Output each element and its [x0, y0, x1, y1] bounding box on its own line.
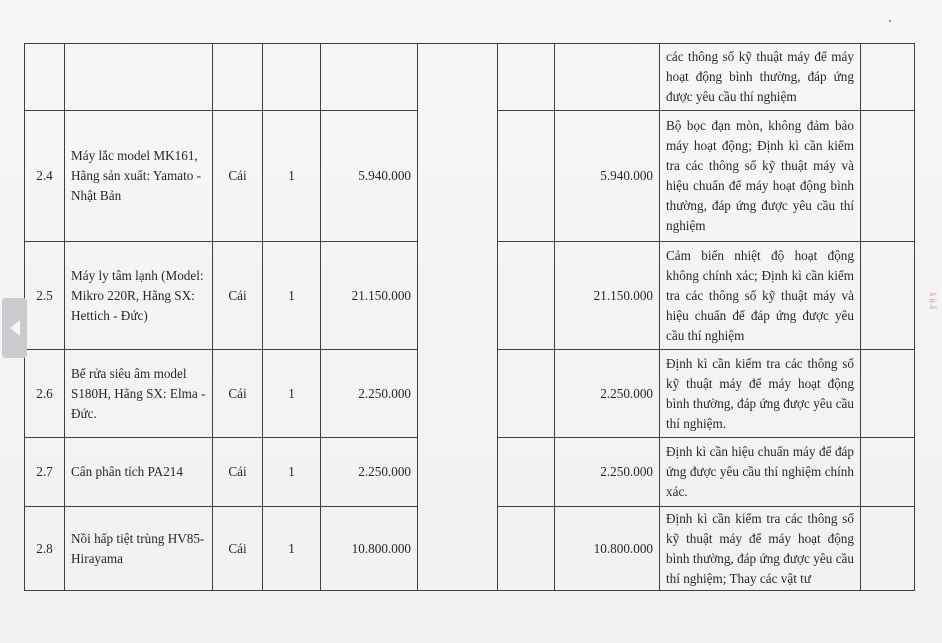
- price-cell: [321, 44, 418, 111]
- amount-cell: 2.250.000: [555, 438, 660, 507]
- amount-cell: 2.250.000: [555, 350, 660, 438]
- stt-cell: 2.6: [25, 350, 65, 438]
- table-row: [25, 44, 915, 111]
- chevron-left-icon: [10, 320, 20, 336]
- blank-cell: [861, 242, 915, 350]
- blank-cell: [498, 242, 555, 350]
- unit-cell: Cái: [213, 350, 263, 438]
- note-cell: Cảm biến nhiệt độ hoạt động không chính xác; Định kì cần kiểm tra các thông số kỹ thuật máy và hiệu chuẩn để đáp ứng được yêu cầu thí nghiệm: [660, 242, 861, 350]
- stt-cell: 2.4: [25, 111, 65, 242]
- amount-cell: [555, 44, 660, 111]
- stt-cell: 2.5: [25, 242, 65, 350]
- blank-cell: [861, 350, 915, 438]
- stt-cell: [25, 44, 65, 111]
- note-cell: Định kì cần kiểm tra các thông số kỹ thuật máy để máy hoạt động bình thường, đáp ứng được yêu cầu thí nghiệm.: [660, 350, 861, 438]
- merged-blank-column: [418, 44, 498, 591]
- price-cell: 2.250.000: [321, 350, 418, 438]
- qty-cell: 1: [263, 438, 321, 507]
- name-cell: Máy lắc model MK161, Hãng sản xuất: Yamato - Nhật Bản: [65, 111, 213, 242]
- qty-cell: 1: [263, 242, 321, 350]
- price-cell: 5.940.000: [321, 111, 418, 242]
- note-cell: Định kì cần kiểm tra các thông số kỹ thuật máy để máy hoạt động bình thường, đáp ứng được yêu cầu thí nghiệm; Thay các vật tư: [660, 507, 861, 591]
- unit-cell: Cái: [213, 111, 263, 242]
- side-stamp-mark: ă ủ ắ: [928, 292, 938, 309]
- qty-cell: 1: [263, 111, 321, 242]
- name-cell: Máy ly tâm lạnh (Model: Mikro 220R, Hãng SX: Hettich - Đức): [65, 242, 213, 350]
- blank-cell: [498, 44, 555, 111]
- note-cell: các thông số kỹ thuật máy để máy hoạt động bình thường, đáp ứng được yêu cầu thí nghiệm: [660, 44, 861, 111]
- note-cell: Bộ bọc đạn mòn, không đảm bảo máy hoạt động; Định kì cần kiểm tra các thông số kỹ thuật máy và hiệu chuẩn để máy hoạt động bình thường, đáp ứng được yêu cầu thí nghiệm: [660, 111, 861, 242]
- equipment-repair-table: [24, 43, 915, 591]
- blank-cell: [498, 111, 555, 242]
- blank-cell: [861, 507, 915, 591]
- blank-cell: [498, 507, 555, 591]
- name-cell: Nồi hấp tiệt trùng HV85-Hirayama: [65, 507, 213, 591]
- blank-cell: [498, 350, 555, 438]
- qty-cell: 1: [263, 507, 321, 591]
- qty-cell: [263, 44, 321, 111]
- amount-cell: 21.150.000: [555, 242, 660, 350]
- unit-cell: [213, 44, 263, 111]
- note-cell: Định kì cần hiệu chuẩn máy để đáp ứng được yêu cầu thí nghiệm chính xác.: [660, 438, 861, 507]
- blank-cell: [861, 111, 915, 242]
- amount-cell: 10.800.000: [555, 507, 660, 591]
- scan-speck: [889, 20, 891, 22]
- price-cell: 2.250.000: [321, 438, 418, 507]
- blank-cell: [861, 44, 915, 111]
- blank-cell: [861, 438, 915, 507]
- name-cell: Bể rửa siêu âm model S180H, Hãng SX: Elma - Đức.: [65, 350, 213, 438]
- price-cell: 10.800.000: [321, 507, 418, 591]
- stt-cell: 2.7: [25, 438, 65, 507]
- unit-cell: Cái: [213, 438, 263, 507]
- unit-cell: Cái: [213, 507, 263, 591]
- name-cell: [65, 44, 213, 111]
- name-cell: Cân phân tích PA214: [65, 438, 213, 507]
- side-panel-toggle[interactable]: [2, 298, 27, 358]
- amount-cell: 5.940.000: [555, 111, 660, 242]
- stt-cell: 2.8: [25, 507, 65, 591]
- price-cell: 21.150.000: [321, 242, 418, 350]
- qty-cell: 1: [263, 350, 321, 438]
- blank-cell: [498, 438, 555, 507]
- unit-cell: Cái: [213, 242, 263, 350]
